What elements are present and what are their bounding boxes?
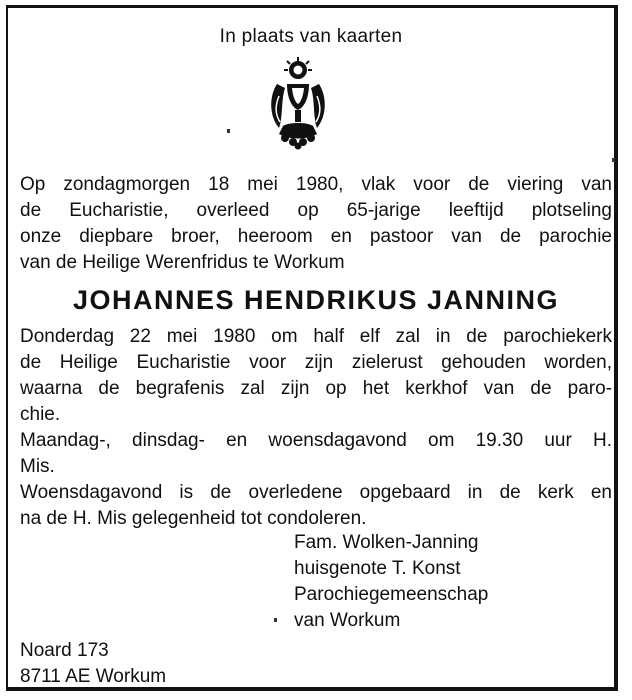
body-line: waarna de begrafenis zal zijn op het kerkhof van de paro- (20, 378, 612, 399)
deceased-name: JOHANNES HENDRIKUS JANNING (72, 285, 560, 315)
address-line: 8711 AE Workum (20, 666, 167, 687)
body-line: Woensdagavond is de overledene opgebaard in de kerk en (20, 482, 612, 503)
body-line: Mis. (20, 456, 55, 477)
body-line: de Heilige Eucharistie voor zijn zielerust gehouden worden, (20, 352, 612, 373)
chalice-emblem-icon (263, 56, 333, 151)
body-line: na de H. Mis gelegenheid tot condoleren. (20, 508, 367, 529)
intro-paragraph (20, 172, 612, 276)
intro-line: onze diepbare broer, heeroom en pastoor van de parochie (20, 226, 612, 247)
intro-line: Op zondagmorgen 18 mei 1980, vlak voor de viering van (20, 174, 612, 195)
body-line: Donderdag 22 mei 1980 om half elf zal in de parochiekerk (20, 326, 612, 347)
intro-line: van de Heilige Werenfridus te Workum (20, 252, 345, 273)
print-speck (227, 129, 230, 133)
body-line: Maandag-, dinsdag- en woensdagavond om 19.30 uur H. (20, 430, 612, 451)
service-paragraph (20, 324, 612, 532)
print-speck (612, 158, 615, 162)
notice-header: In plaats van kaarten (219, 26, 403, 47)
signatures (294, 530, 488, 634)
address-line: Noard 173 (20, 640, 109, 661)
body-line: chie. (20, 404, 61, 425)
signature-line: Fam. Wolken-Janning (294, 532, 479, 553)
signature-line: van Workum (294, 610, 401, 631)
print-speck (274, 618, 277, 622)
address (20, 638, 166, 690)
signature-line: huisgenote T. Konst (294, 558, 461, 579)
intro-line: de Eucharistie, overleed op 65-jarige leeftijd plotseling (20, 200, 612, 221)
signature-line: Parochiegemeenschap (294, 584, 489, 605)
death-notice (6, 5, 618, 691)
